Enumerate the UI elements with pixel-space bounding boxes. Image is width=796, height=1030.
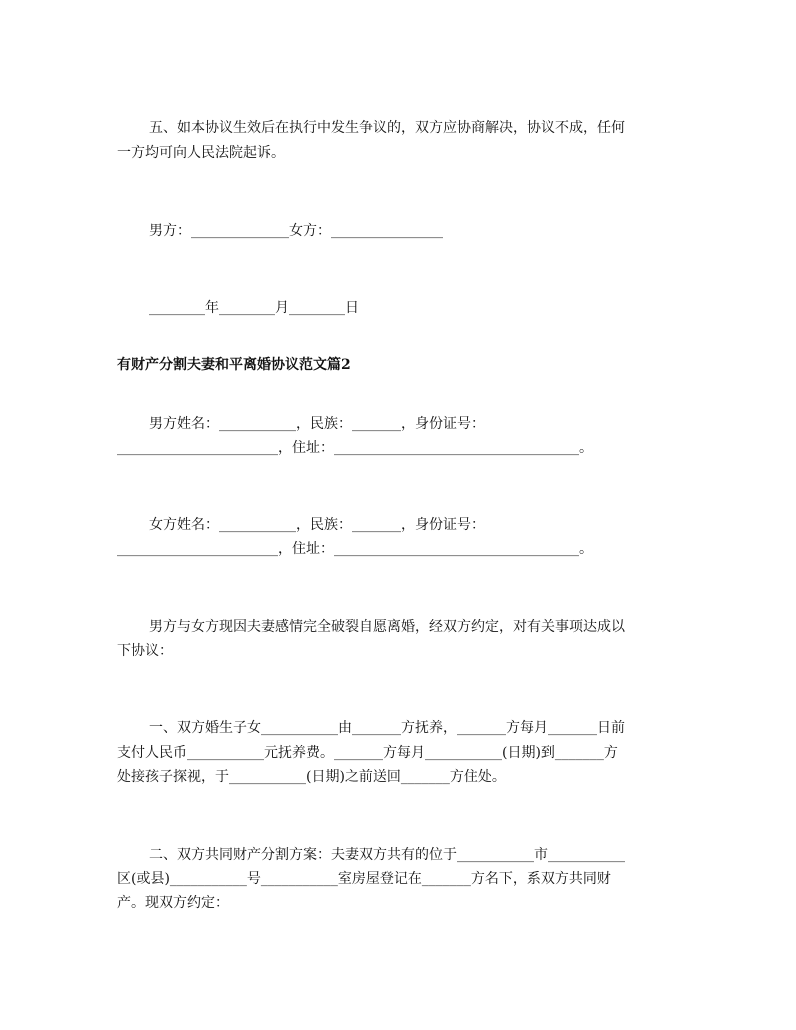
clause2-line1: 二、双方共同财产分割方案：夫妻双方共有的位于___________市___________ xyxy=(149,847,625,863)
clause5-line1: 五、如本协议生效后在执行中发生争议的，双方应协商解决，协议不成，任何 xyxy=(149,120,625,136)
man-info-line1: 男方姓名：___________，民族：_______，身份证号： xyxy=(149,416,485,432)
clause5-line2: 一方均可向人民法院起诉。 xyxy=(117,145,285,161)
clause1-line1: 一、双方婚生子女___________由_______方抚养，_______方每月_______日前 xyxy=(149,720,625,736)
clause1-line2: 支付人民币___________元抚养费。_______方每月___________(日期)到_______方 xyxy=(117,745,618,761)
signature-line: 男方：______________女方：________________ xyxy=(149,223,443,239)
clause2-line3: 产。现双方约定： xyxy=(117,895,229,911)
clause2-line2: 区(或县)___________号___________室房屋登记在_______方名下，系双方共同财 xyxy=(117,871,611,887)
woman-info-line1: 女方姓名：___________，民族：_______，身份证号： xyxy=(149,517,485,533)
man-info-line2: _______________________，住址：___________________________________。 xyxy=(117,440,593,456)
intro-line2: 下协议： xyxy=(117,643,173,659)
intro-line1: 男方与女方现因夫妻感情完全破裂自愿离婚，经双方约定，对有关事项达成以 xyxy=(149,619,625,635)
clause1-line3: 处接孩子探视，于___________(日期)之前送回_______方住处。 xyxy=(117,769,506,785)
date-line: ________年________月________日 xyxy=(149,300,359,316)
section-title: 有财产分割夫妻和平离婚协议范文篇2 xyxy=(117,357,351,373)
woman-info-line2: _______________________，住址：___________________________________。 xyxy=(117,541,593,557)
